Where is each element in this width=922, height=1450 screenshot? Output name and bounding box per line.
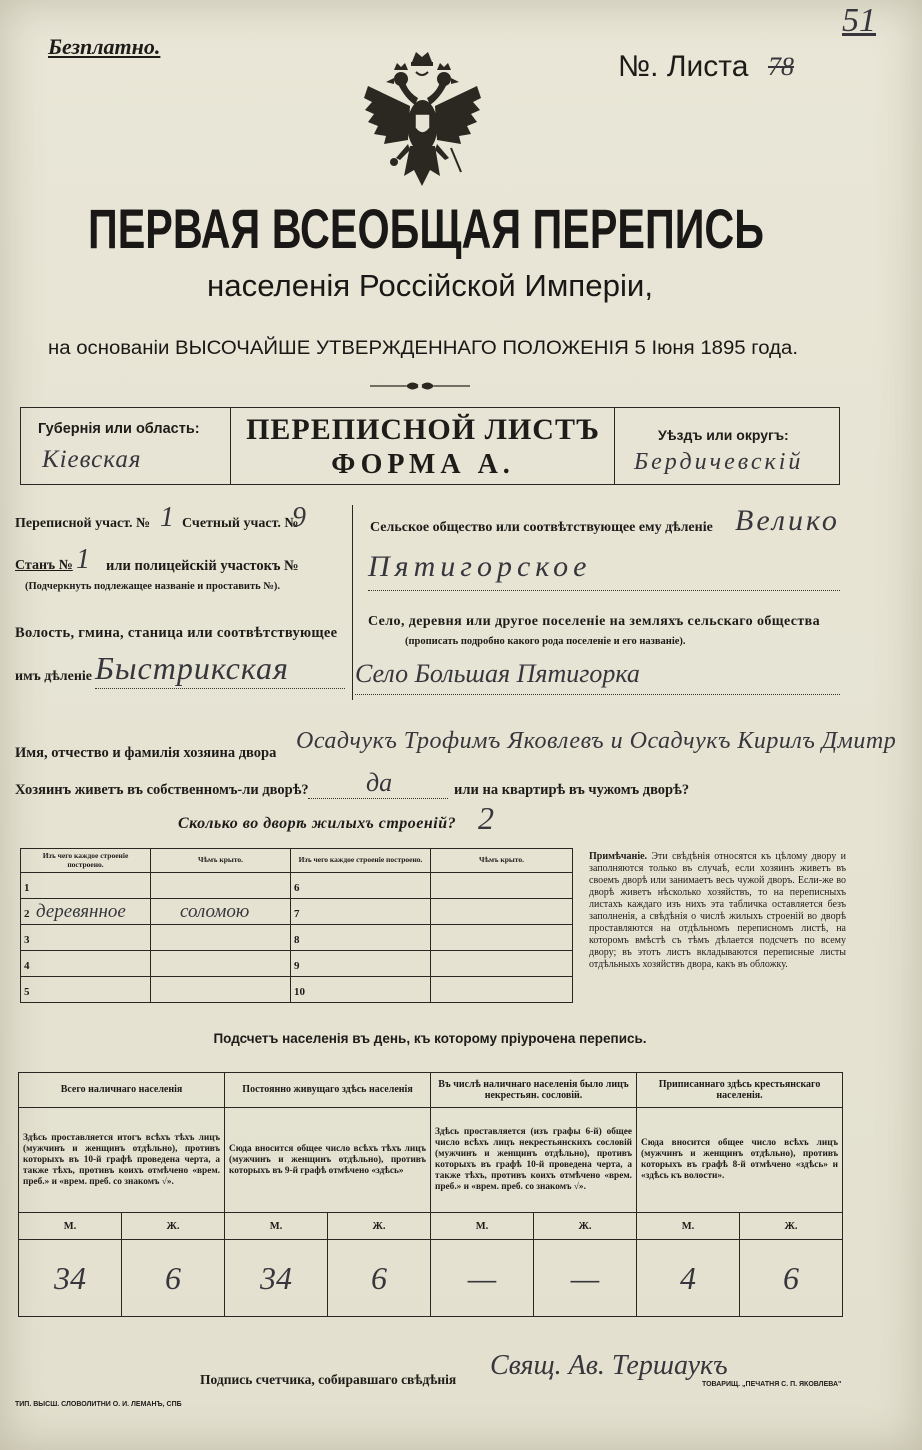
roof-cell <box>431 977 573 1003</box>
note-text: Эти свѣдѣнія относятся къ цѣлому двору и заполняются только въ случаѣ, если хозяинъ живетъ въ своемъ дворѣ или занимаетъ весь чужой дворъ. Если-же во дворѣ живетъ нѣсколько хозяйствъ, то на переписныхъ листахъ каждаго изъ нихъ эта табличка оставляется безъ заполненія, а свѣдѣнія о числѣ жилыхъ строеній во дворѣ проставляются на отдѣльномъ переписномъ листѣ, на которомъ вмѣстѣ съ тѣмъ дѣлается подсчетъ по всему двору; въ этотъ листъ вкладываются переписные листы отдѣльныхъ хозяйствъ двора, какъ въ обложку. <box>589 851 847 970</box>
free-label: Безплатно. <box>48 34 161 59</box>
material-cell <box>21 899 151 925</box>
buildings-table-header <box>21 849 573 873</box>
row-number: 8 <box>294 933 300 946</box>
signature-value: Свящ. Ав. Тершаукъ <box>490 1350 728 1381</box>
table-row <box>21 977 573 1003</box>
row-number: 7 <box>294 907 300 920</box>
subtitle <box>205 264 657 308</box>
basis-line <box>46 330 802 364</box>
col-roof-header: Чѣмъ крыто. <box>431 849 573 873</box>
census-area-value: 1 <box>160 502 174 533</box>
roof-value: соломою <box>180 900 250 922</box>
table-row <box>21 899 573 925</box>
row-number: 1 <box>24 881 30 894</box>
areas-divider <box>352 505 353 700</box>
female-label: Ж. <box>122 1213 225 1240</box>
buildings-note <box>589 851 846 971</box>
volost-label-2: имъ дѣленіе <box>15 669 92 684</box>
imperial-eagle-emblem <box>360 48 485 193</box>
group-description-row <box>19 1108 843 1213</box>
roof-cell <box>431 899 573 925</box>
printer-imprint-right: ТОВАРИЩ. „ПЕЧАТНЯ С. П. ЯКОВЛЕВА" <box>702 1381 842 1388</box>
female-count: 6 <box>122 1240 225 1317</box>
group-description: Сюда вносится общее число всѣхъ лицъ (мужчинъ и женщинъ отдѣльно), противъ которыхъ въ графѣ 8-й отмѣчено «здѣсь» и «здѣсь къ волости». <box>637 1108 843 1213</box>
female-count: 6 <box>740 1240 843 1317</box>
district-label: Уѣздъ или округъ: <box>658 427 789 443</box>
row-number: 10 <box>294 985 305 998</box>
female-label: Ж. <box>328 1213 431 1240</box>
male-count: — <box>431 1240 534 1317</box>
row-number: 2 <box>24 907 30 920</box>
material-cell <box>21 925 151 951</box>
col-material-header: Изъ чего каждое строеніе построено. <box>21 849 151 873</box>
village-field-line <box>355 694 840 695</box>
stan-value: 1 <box>76 544 90 575</box>
buildings-count-label: Сколько во дворѣ жилыхъ строеній? <box>178 815 457 832</box>
population-count-heading: Подсчетъ населенія въ день, къ которому пріурочена перепись. <box>213 1031 647 1046</box>
female-label: Ж. <box>740 1213 843 1240</box>
form-box-divider-right <box>614 407 615 485</box>
male-count: 34 <box>225 1240 328 1317</box>
row-number: 4 <box>24 959 30 972</box>
group-description: Здѣсь проставляется (изъ графы 6-й) общее число всѣхъ лицъ некрестьянскихъ сословій (мужчинъ и женщинъ отдѣльно), противъ которыхъ въ графѣ 10-й проведена черта, а также тѣхъ, противъ коихъ отмѣчено «врем. преб.» и «врем. преб. со знакомъ √». <box>431 1108 637 1213</box>
note-title: Примѣчаніе. <box>589 851 648 862</box>
own-yard-value: да <box>366 768 393 797</box>
material-cell <box>21 951 151 977</box>
values-row <box>19 1240 843 1317</box>
sheet-title: ПЕРЕПИСНОЙ ЛИСТЪ <box>246 413 600 446</box>
stan-label: Станъ № <box>15 558 73 573</box>
material-cell <box>21 977 151 1003</box>
group-title: Всего наличнаго населенія <box>19 1073 225 1108</box>
basis-line-text: на основаніи ВЫСОЧАЙШЕ УТВЕРЖДЕННАГО ПОЛОЖЕНІЯ 5 Іюня 1895 года. <box>48 338 748 359</box>
province-value: Кіевская <box>42 446 142 473</box>
corner-number: 51 <box>842 2 876 39</box>
village-note: (прописать подробно какого рода поселеніе и его названіе). <box>405 636 686 647</box>
col-material-header: Изъ чего каждое строеніе построено. <box>291 849 431 873</box>
society-label: Сельское общество или соотвѣтствующее ему дѣленіе <box>370 520 713 535</box>
male-label: М. <box>637 1213 740 1240</box>
own-yard-label: Хозяинъ живетъ въ собственномъ-ли дворѣ? <box>15 782 309 798</box>
underline-note: (Подчеркнуть подлежащее названіе и проставить №). <box>25 581 280 592</box>
village-value: Село Большая Пятигорка <box>355 659 640 688</box>
group-description: Здѣсь проставляется итогъ всѣхъ тѣхъ лицъ (мужчинъ и женщинъ отдѣльно), противъ которыхъ въ 10-й графѣ проведена черта, а также тѣхъ, противъ коихъ отмѣчено «врем. преб.» и «врем. преб. со знакомъ √». <box>19 1108 225 1213</box>
row-number: 9 <box>294 959 300 972</box>
material-cell <box>291 873 431 899</box>
material-cell <box>291 899 431 925</box>
table-row <box>21 925 573 951</box>
rent-label: или на квартирѣ въ чужомъ дворѣ? <box>454 782 690 798</box>
own-yard-field-line <box>308 798 448 799</box>
police-label: или полицейскій участокъ № <box>106 558 299 574</box>
material-cell <box>291 951 431 977</box>
roof-cell <box>431 873 573 899</box>
female-count: 6 <box>328 1240 431 1317</box>
census-area-label: Переписной участ. № <box>15 516 151 531</box>
row-number: 3 <box>24 933 30 946</box>
signature-label: Подпись счетчика, собиравшаго свѣдѣнія <box>200 1372 457 1387</box>
roof-cell <box>431 951 573 977</box>
male-label: М. <box>19 1213 122 1240</box>
society-value-2: Пятигорское <box>368 550 592 583</box>
table-row <box>21 951 573 977</box>
district-value: Бердичевскій <box>634 449 804 475</box>
main-title-text: ПЕРВАЯ ВСЕОБЩАЯ ПЕРЕПИСЬ <box>88 197 764 260</box>
group-title: Приписаннаго здѣсь крестьянскаго населенія. <box>637 1073 843 1108</box>
material-cell <box>291 977 431 1003</box>
main-title <box>86 190 770 260</box>
male-label: М. <box>431 1213 534 1240</box>
female-count: — <box>534 1240 637 1317</box>
ornament-divider <box>370 378 470 394</box>
male-count: 34 <box>19 1240 122 1317</box>
material-cell <box>21 873 151 899</box>
male-count: 4 <box>637 1240 740 1317</box>
group-title: Постоянно живущаго здѣсь населенія <box>225 1073 431 1108</box>
group-description: Сюда вносится общее число всѣхъ тѣхъ лицъ (мужчинъ и женщинъ отдѣльно), противъ которыхъ въ 9-й графѣ отмѣчено «здѣсь» <box>225 1108 431 1213</box>
roof-cell <box>151 899 291 925</box>
sex-label-row <box>19 1213 843 1240</box>
population-count-table <box>18 1072 843 1317</box>
row-number: 6 <box>294 881 300 894</box>
printer-imprint-left: ТИП. ВЫСШ. СЛОВОЛИТНИ О. И. ЛЕМАНЪ, СПБ <box>15 1401 182 1408</box>
table-row <box>21 873 573 899</box>
volost-field-line <box>95 688 345 689</box>
buildings-table <box>20 848 573 1003</box>
group-title-row <box>19 1073 843 1108</box>
volost-value: Быстрикская <box>95 650 289 686</box>
roof-cell <box>151 951 291 977</box>
village-label: Село, деревня или другое поселеніе на земляхъ сельскаго общества <box>368 614 821 629</box>
subtitle-text: населенія Россійской Имперіи, <box>207 268 653 303</box>
row-number: 5 <box>24 985 30 998</box>
form-label: ФОРМА А. <box>331 449 515 480</box>
female-label: Ж. <box>534 1213 637 1240</box>
roof-cell <box>151 873 291 899</box>
buildings-count-value: 2 <box>478 800 494 836</box>
count-area-value: 9 <box>292 502 306 533</box>
roof-cell <box>151 977 291 1003</box>
col-roof-header: Чѣмъ крыто. <box>151 849 291 873</box>
sheet-number-value: 78 <box>768 52 794 81</box>
province-label: Губернія или область: <box>38 421 200 437</box>
roof-cell <box>151 925 291 951</box>
roof-cell <box>431 925 573 951</box>
count-area-label: Счетный участ. № <box>182 516 299 531</box>
material-value: деревянное <box>36 900 126 922</box>
volost-label: Волость, гмина, станица или соотвѣтствующее <box>15 625 338 641</box>
owner-label: Имя, отчество и фамилія хозяина двора <box>15 745 277 761</box>
society-field-line <box>368 590 840 591</box>
male-label: М. <box>225 1213 328 1240</box>
owner-value: Осадчукъ Трофимъ Яковлевъ и Осадчукъ Кирилъ Дмитр <box>296 728 897 754</box>
group-title: Въ числѣ наличнаго населенія было лицъ некрестьян. сословій. <box>431 1073 637 1108</box>
sheet-number-label: №. Листа <box>618 50 749 83</box>
material-cell <box>291 925 431 951</box>
society-value-1: Велико <box>735 504 840 537</box>
